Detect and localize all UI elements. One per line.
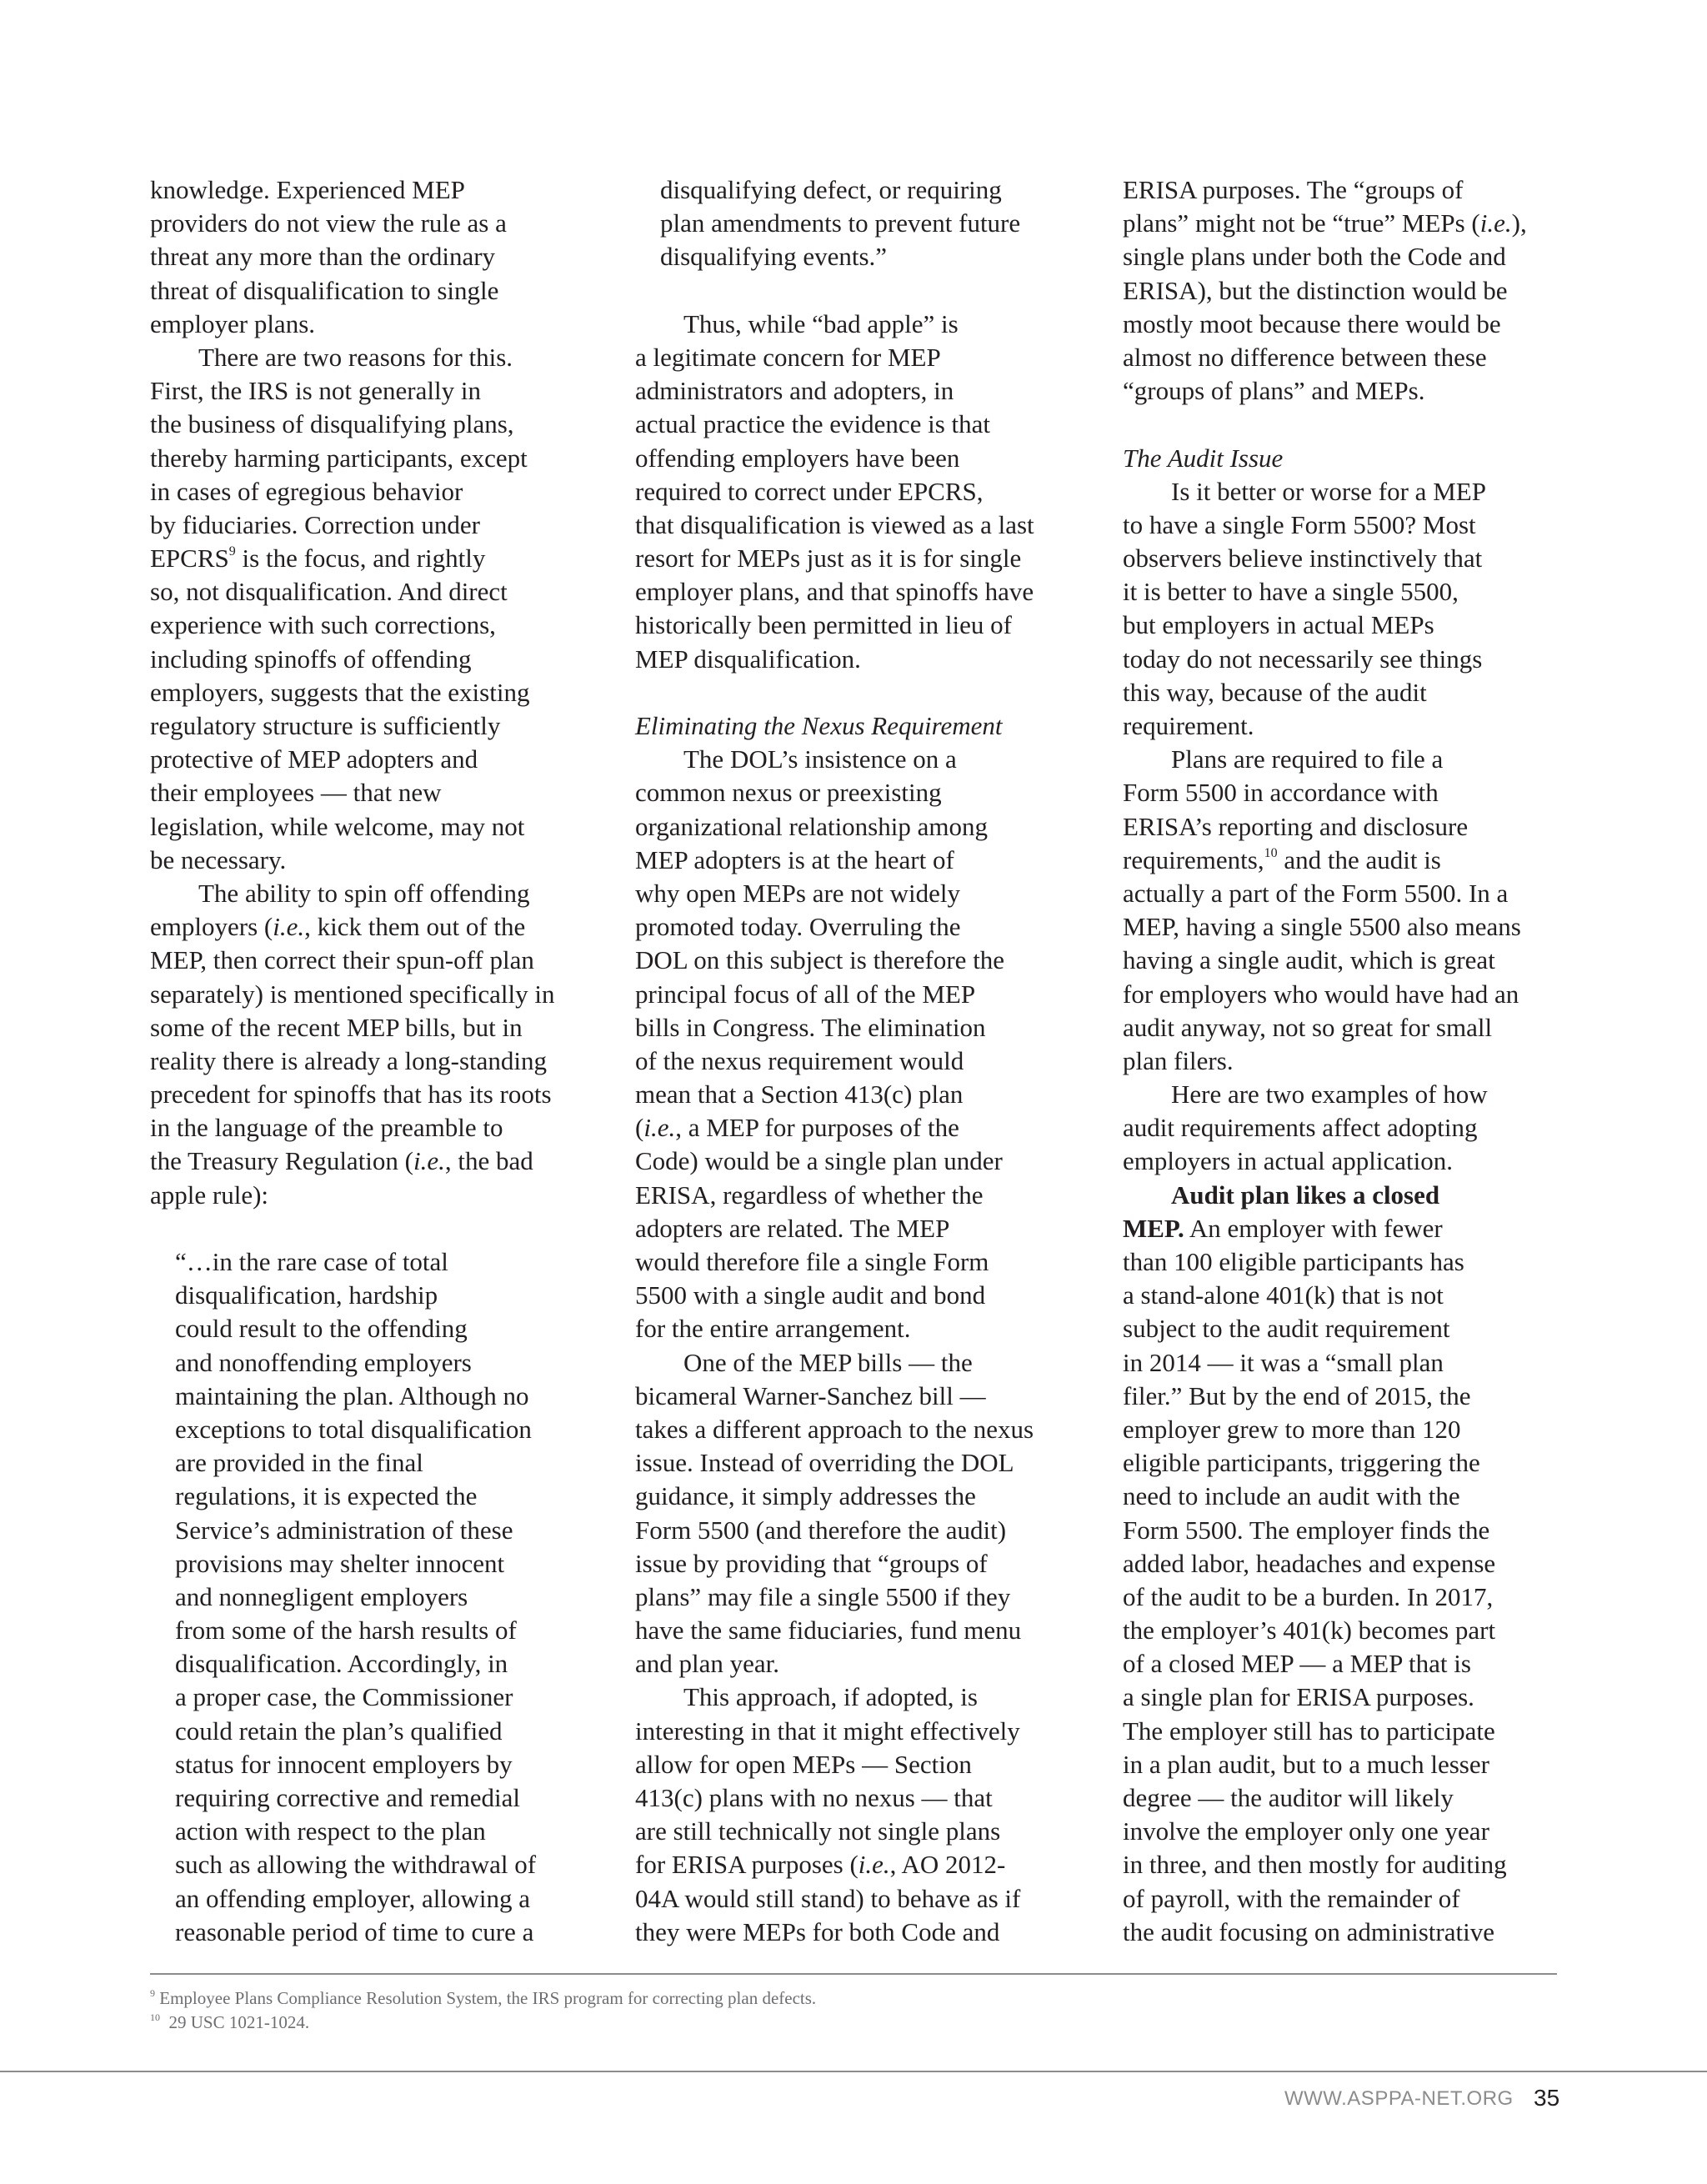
text-line: than 100 eligible participants has [1123, 1247, 1464, 1276]
text-line: Form 5500 (and therefore the audit) [635, 1515, 1007, 1545]
text-line: for the entire arrangement. [635, 1314, 911, 1344]
text-run: , a MEP for purposes of the [675, 1113, 959, 1143]
text-run: , kick them out of the [304, 912, 526, 942]
text-line: DOL on this subject is therefore the [635, 945, 1005, 975]
quote-line: disqualifying events.” [660, 242, 888, 272]
text-line: it is better to have a single 5500, [1123, 577, 1459, 607]
text-line: of the nexus requirement would [635, 1045, 964, 1075]
footer-divider [0, 2071, 1707, 2072]
text-line: legislation, while welcome, may not [150, 811, 525, 841]
section-heading-nexus [635, 709, 1077, 743]
text-line: would therefore file a single Form [635, 1247, 989, 1276]
footnote-9 [150, 1988, 816, 2009]
text-line: employers, suggests that the existing [150, 677, 530, 707]
quote-line: requiring corrective and remedial [175, 1783, 520, 1812]
text-line: almost no difference between these [1123, 342, 1487, 372]
text-line: so, not disqualification. And direct [150, 577, 508, 607]
quote-line: disqualification, hardship [175, 1280, 438, 1310]
quote-line: an offending employer, allowing a [175, 1883, 531, 1913]
text-line: MEP, having a single 5500 also means [1123, 912, 1521, 942]
quote-line: from some of the harsh results of [175, 1615, 517, 1646]
quote-line: and nonoffending employers [175, 1347, 472, 1377]
spacer [150, 1212, 592, 1245]
quote-line: action with respect to the plan [175, 1816, 486, 1846]
footnote-number: 10 [150, 2011, 160, 2023]
text-line: knowledge. Experienced MEP [150, 175, 465, 204]
ie-italic: i.e. [858, 1850, 890, 1880]
text-run: ( [635, 1113, 644, 1143]
text-line: This approach, if adopted, is [683, 1682, 978, 1712]
text-line: regulatory structure is sufficiently [150, 711, 501, 740]
text-line: actually a part of the Form 5500. In a [1123, 878, 1509, 908]
text-line: adopters are related. The MEP [635, 1213, 950, 1243]
heading-text: Eliminating the Nexus Requirement [635, 711, 1003, 740]
text-line: One of the MEP bills — the [683, 1347, 973, 1377]
text-line: in cases of egregious behavior [150, 476, 463, 506]
text-line [150, 542, 592, 575]
text-line: their employees — that new [150, 778, 442, 808]
text-line: including spinoffs of offending [150, 644, 472, 674]
heading-text: The Audit Issue [1123, 443, 1284, 473]
text-line: plans” may file a single 5500 if they [635, 1581, 1011, 1611]
text-line: why open MEPs are not widely [635, 878, 961, 908]
text-line: in a plan audit, but to a much lesser [1123, 1749, 1489, 1779]
text-line: “groups of plans” and MEPs. [1123, 376, 1425, 406]
text-line [1123, 844, 1564, 877]
text-line: single plans under both the Code and [1123, 242, 1506, 272]
text-line: promoted today. Overruling the [635, 912, 961, 942]
text-line: a legitimate concern for MEP [635, 342, 941, 372]
text-line: degree — the auditor will likely [1123, 1783, 1454, 1812]
text-line: thereby harming participants, except [150, 443, 528, 473]
text-line: for employers who would have had an [1123, 979, 1519, 1009]
text-line: administrators and adopters, in [635, 376, 954, 406]
text-line: a single plan for ERISA purposes. [1123, 1682, 1474, 1712]
text-line: guidance, it simply addresses the [635, 1481, 976, 1511]
text-line: There are two reasons for this. [198, 342, 513, 372]
text-line: employer plans. [150, 308, 316, 338]
text-line: a stand-alone 401(k) that is not [1123, 1280, 1444, 1310]
text-line: in 2014 — it was a “small plan [1123, 1347, 1444, 1377]
text-line: employers in actual application. [1123, 1146, 1453, 1176]
text-line: by fiduciaries. Correction under [150, 509, 480, 539]
text-line: this way, because of the audit [1123, 677, 1427, 707]
text-run: ), [1511, 208, 1527, 238]
footnote-divider [150, 1973, 1557, 1975]
spacer [635, 676, 1077, 709]
footnote-text: Employee Plans Compliance Resolution System, the IRS program for correcting plan defects. [159, 1988, 817, 2008]
text-run: An employer with fewer [1184, 1213, 1443, 1243]
text-run: and the audit is [1277, 844, 1441, 874]
quote-line: could result to the offending [175, 1314, 468, 1344]
text-run: is the focus, and rightly [242, 543, 486, 574]
section-heading-audit [1123, 442, 1564, 475]
text-line: ERISA, regardless of whether the [635, 1180, 984, 1210]
text-line: required to correct under EPCRS, [635, 476, 984, 506]
text-line: having a single audit, which is great [1123, 945, 1495, 975]
text-line: 5500 with a single audit and bond [635, 1280, 986, 1310]
text-line: 413(c) plans with no nexus — that [635, 1783, 993, 1812]
bold-lead-in: MEP. [1123, 1213, 1184, 1243]
text-line: of the audit to be a burden. In 2017, [1123, 1581, 1494, 1611]
text-line: subject to the audit requirement [1123, 1314, 1450, 1344]
text-line [635, 1111, 1077, 1145]
text-line: threat any more than the ordinary [150, 242, 496, 272]
text-line: bills in Congress. The elimination [635, 1012, 986, 1042]
text-line: Form 5500 in accordance with [1123, 778, 1439, 808]
text-line: Plans are required to file a [1171, 744, 1444, 774]
text-line: separately) is mentioned specifically in [150, 979, 555, 1009]
text-line: involve the employer only one year [1123, 1816, 1489, 1846]
quote-line: Service’s administration of these [175, 1515, 513, 1545]
text-line: 04A would still stand) to behave as if [635, 1883, 1021, 1913]
text-line [1123, 1179, 1564, 1212]
text-line: need to include an audit with the [1123, 1481, 1460, 1511]
text-line: The ability to spin off offending [198, 878, 530, 908]
text-line: audit requirements affect adopting [1123, 1113, 1478, 1143]
quote-line: disqualification. Accordingly, in [175, 1649, 508, 1679]
text-line: plan filers. [1123, 1045, 1234, 1075]
footnote-number: 9 [150, 1987, 155, 1999]
text-line: that disqualification is viewed as a last [635, 509, 1034, 539]
quote-line: exceptions to total disqualification [175, 1414, 532, 1444]
text-line: mean that a Section 413(c) plan [635, 1079, 964, 1110]
quote-line: provisions may shelter innocent [175, 1548, 505, 1578]
text-line: MEP, then correct their spun-off plan [150, 945, 534, 975]
text-line: allow for open MEPs — Section [635, 1749, 972, 1779]
text-line: requirement. [1123, 711, 1254, 740]
column-3 [1123, 173, 1564, 1949]
text-run: requirements, [1123, 844, 1264, 874]
column-2 [635, 173, 1077, 1949]
text-line: takes a different approach to the nexus [635, 1414, 1034, 1444]
text-line: issue. Instead of overriding the DOL [635, 1448, 1014, 1478]
text-line: today do not necessarily see things [1123, 644, 1483, 674]
quote-line: plan amendments to prevent future [660, 208, 1021, 238]
text-line: common nexus or preexisting [635, 778, 942, 808]
text-line: apple rule): [150, 1180, 269, 1210]
ie-italic: i.e. [1479, 208, 1512, 238]
text-line: employer grew to more than 120 [1123, 1414, 1461, 1444]
text-run: for ERISA purposes ( [635, 1850, 859, 1880]
text-line: Is it better or worse for a MEP [1171, 476, 1486, 506]
text-line [150, 910, 592, 944]
text-line: of a closed MEP — a MEP that is [1123, 1649, 1471, 1679]
text-line [635, 1848, 1077, 1881]
text-line: the employer’s 401(k) becomes part [1123, 1615, 1496, 1646]
text-line: MEP adopters is at the heart of [635, 844, 954, 874]
text-line: ERISA purposes. The “groups of [1123, 175, 1464, 204]
text-line: issue by providing that “groups of [635, 1548, 988, 1578]
text-line: principal focus of all of the MEP [635, 979, 976, 1009]
text-line: Here are two examples of how [1171, 1079, 1488, 1110]
quote-line: reasonable period of time to cure a [175, 1916, 534, 1946]
bold-lead-in: Audit plan likes a closed [1171, 1180, 1440, 1210]
text-line: protective of MEP adopters and [150, 744, 478, 774]
text-run: plans” might not be “true” MEPs ( [1123, 208, 1480, 238]
page-number: 35 [1534, 2085, 1560, 2111]
footnote-text: 29 USC 1021-1024. [168, 2012, 310, 2032]
text-run: , AO 2012- [889, 1850, 1006, 1880]
text-line: MEP disqualification. [635, 644, 861, 674]
ie-italic: i.e. [413, 1146, 445, 1176]
text-line: reality there is already a long-standing [150, 1045, 548, 1075]
text-line: added labor, headaches and expense [1123, 1548, 1496, 1578]
footnote-10 [150, 2012, 309, 2033]
quote-line: such as allowing the withdrawal of [175, 1850, 537, 1880]
text-run: the Treasury Regulation ( [150, 1146, 413, 1176]
text-line: in the language of the preamble to [150, 1113, 503, 1143]
text-line: Code) would be a single plan under [635, 1146, 1003, 1176]
text-line: First, the IRS is not generally in [150, 376, 481, 406]
quote-line: maintaining the plan. Although no [175, 1380, 529, 1410]
text-line: they were MEPs for both Code and [635, 1916, 1000, 1946]
text-line: and plan year. [635, 1649, 780, 1679]
text-run: , the bad [444, 1146, 533, 1176]
spacer [635, 274, 1077, 308]
text-line: filer.” But by the end of 2015, the [1123, 1380, 1471, 1410]
text-line: ERISA), but the distinction would be [1123, 275, 1508, 305]
text-line: mostly moot because there would be [1123, 308, 1501, 338]
text-line: observers believe instinctively that [1123, 543, 1483, 574]
text-line [1123, 207, 1564, 240]
text-line: providers do not view the rule as a [150, 208, 507, 238]
text-run: employers ( [150, 912, 273, 942]
footnote-ref-10: 10 [1264, 845, 1278, 860]
text-line: historically been permitted in lieu of [635, 610, 1012, 640]
column-1 [150, 173, 592, 1949]
footnote-ref-9: 9 [228, 544, 236, 559]
ie-italic: i.e. [273, 912, 305, 942]
ie-italic: i.e. [643, 1113, 676, 1143]
quote-line: and nonnegligent employers [175, 1581, 468, 1611]
text-line: bicameral Warner-Sanchez bill — [635, 1380, 986, 1410]
epcrs-term: EPCRS [150, 543, 229, 574]
quote-line: “…in the rare case of total [175, 1247, 448, 1276]
text-line: The DOL’s insistence on a [683, 744, 957, 774]
text-line: Thus, while “bad apple” is [683, 308, 959, 338]
text-line: the business of disqualifying plans, [150, 409, 514, 439]
text-line: interesting in that it might effectively [635, 1716, 1020, 1746]
text-line: be necessary. [150, 844, 287, 874]
text-line: to have a single Form 5500? Most [1123, 509, 1476, 539]
text-line: actual practice the evidence is that [635, 409, 991, 439]
text-line: of payroll, with the remainder of [1123, 1883, 1460, 1913]
text-line: organizational relationship among [635, 811, 988, 841]
text-line: precedent for spinoffs that has its roots [150, 1079, 552, 1110]
text-line: offending employers have been [635, 443, 960, 473]
quote-line: a proper case, the Commissioner [175, 1682, 513, 1712]
text-line: Form 5500. The employer finds the [1123, 1515, 1490, 1545]
text-line: audit anyway, not so great for small [1123, 1012, 1493, 1042]
block-quote [150, 1245, 592, 1949]
text-line: ERISA’s reporting and disclosure [1123, 811, 1469, 841]
quote-line: could retain the plan’s qualified [175, 1716, 503, 1746]
text-line: experience with such corrections, [150, 610, 496, 640]
text-line: employer plans, and that spinoffs have [635, 577, 1034, 607]
text-line: some of the recent MEP bills, but in [150, 1012, 523, 1042]
quote-line: are provided in the final [175, 1448, 423, 1478]
text-line [150, 1145, 592, 1178]
quote-line: status for innocent employers by [175, 1749, 513, 1779]
text-line: in three, and then mostly for auditing [1123, 1850, 1507, 1880]
text-line: are still technically not single plans [635, 1816, 1001, 1846]
text-line: resort for MEPs just as it is for single [635, 543, 1022, 574]
text-line: the audit focusing on administrative [1123, 1916, 1494, 1946]
text-line: but employers in actual MEPs [1123, 610, 1434, 640]
quote-line: regulations, it is expected the [175, 1481, 478, 1511]
footer-url: WWW.ASPPA-NET.ORG [1284, 2087, 1514, 2110]
spacer [1123, 408, 1564, 441]
text-line: The employer still has to participate [1123, 1716, 1495, 1746]
text-line: threat of disqualification to single [150, 275, 499, 305]
quote-line: disqualifying defect, or requiring [660, 175, 1002, 204]
text-line: eligible participants, triggering the [1123, 1448, 1480, 1478]
text-line: have the same fiduciaries, fund menu [635, 1615, 1022, 1646]
text-line [1123, 1212, 1564, 1245]
